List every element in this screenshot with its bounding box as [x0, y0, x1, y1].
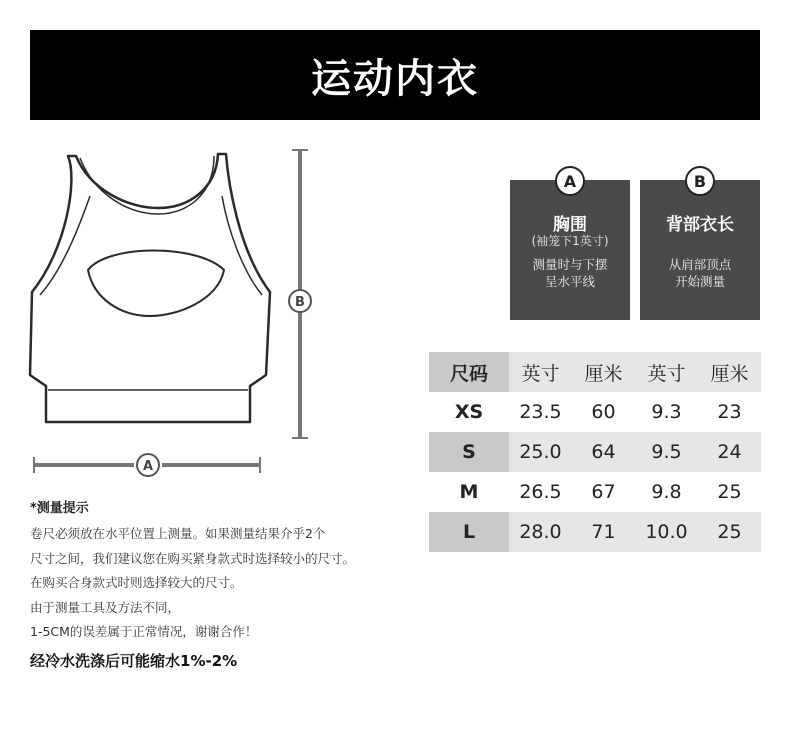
- notes-line: 由于测量工具及方法不同，: [30, 599, 181, 615]
- measure-card-b: [640, 171, 760, 320]
- card-b-desc-line: 从肩部顶点: [668, 257, 732, 272]
- size-label: L: [429, 512, 509, 552]
- notes-line: 尺寸之间，我们建议您在购买紧身款式时选择较小的尺寸。: [30, 550, 356, 566]
- table-header-row: [429, 352, 761, 392]
- card-a-description: [510, 256, 630, 290]
- card-a-title: 胸围: [553, 215, 587, 235]
- table-cell: 60: [591, 401, 616, 423]
- table-row: [429, 432, 761, 472]
- card-b-description: [640, 256, 760, 290]
- card-b-badge: B: [685, 166, 715, 196]
- card-b-desc-line: 开始测量: [674, 274, 725, 289]
- size-chart-table: [429, 352, 761, 552]
- table-cell: 9.3: [651, 401, 682, 423]
- table-row: [429, 392, 761, 432]
- card-b-title: 背部衣长: [666, 215, 734, 235]
- table-cell: 64: [572, 432, 635, 472]
- page-title: 运动内衣: [311, 55, 479, 102]
- table-cell: 9.5: [635, 432, 698, 472]
- header-cm: 厘米: [698, 352, 761, 392]
- table-cell: 67: [591, 481, 616, 503]
- notes-title: *测量提示: [30, 501, 89, 516]
- header-inch: 英寸: [509, 352, 572, 392]
- table-cell: 10.0: [635, 512, 698, 552]
- card-a-desc-line: 呈水平线: [544, 274, 595, 289]
- size-label: M: [459, 481, 479, 503]
- header-inch: 英寸: [635, 352, 698, 392]
- table-row: [429, 472, 761, 512]
- measure-card-a: [510, 171, 630, 320]
- size-label: S: [429, 432, 509, 472]
- header-cm: 厘米: [572, 352, 635, 392]
- marker-b-label: B: [295, 295, 305, 310]
- table-cell: 28.0: [509, 512, 572, 552]
- table-cell: 25: [698, 512, 761, 552]
- table-cell: 25: [717, 481, 742, 503]
- title-banner: [30, 30, 760, 120]
- shrinkage-note: 经冷水洗涤后可能缩水1%-2%: [30, 651, 238, 670]
- size-label: XS: [454, 401, 484, 423]
- table-cell: 25.0: [509, 432, 572, 472]
- notes-line: 在购买合身款式时则选择较大的尺寸。: [30, 575, 243, 590]
- card-a-badge: A: [555, 166, 585, 196]
- table-cell: 24: [698, 432, 761, 472]
- measurement-notes: [30, 497, 430, 671]
- table-cell: 23: [717, 401, 742, 423]
- header-size: 尺码: [429, 352, 509, 392]
- table-cell: 9.8: [651, 481, 682, 503]
- marker-a-label: A: [142, 459, 154, 474]
- table-cell: 23.5: [519, 401, 562, 423]
- bra-diagram: [28, 140, 328, 485]
- table-row: [429, 512, 761, 552]
- table-cell: 71: [572, 512, 635, 552]
- notes-line: 卷尺必须放在水平位置上测量。如果测量结果介乎2个: [30, 526, 326, 541]
- notes-line: 1-5CM的误差属于正常情况，谢谢合作！: [30, 624, 258, 639]
- card-a-desc-line: 测量时与下摆: [532, 257, 608, 272]
- table-cell: 26.5: [519, 481, 562, 503]
- card-a-subtitle: (袖笼下1英寸): [531, 234, 609, 248]
